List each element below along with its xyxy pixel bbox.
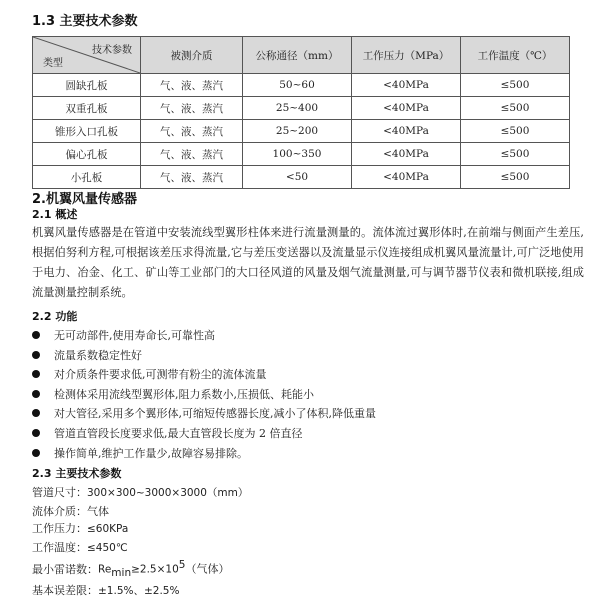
param-error: 基本误差限：±1.5%、±2.5%	[32, 584, 180, 598]
bullet-icon	[32, 351, 40, 359]
corner-bottom-label: 类型	[43, 58, 63, 69]
table-cell: <40MPa	[352, 120, 461, 143]
table-row	[33, 74, 570, 97]
table-row	[33, 97, 570, 120]
section-title-1-3: 1.3 主要技术参数	[32, 14, 138, 29]
bullet-icon	[32, 331, 40, 339]
corner-top-label: 技术参数	[92, 45, 132, 56]
table-row	[33, 166, 570, 189]
table-header-cell: 工作温度（℃）	[461, 37, 570, 74]
bullet-icon	[32, 449, 40, 457]
param-reynolds: 最小雷诺数：$Re_{min}\ge 2.5\times 10^5$（气体）	[32, 559, 230, 579]
list-item: 对介质条件要求低,可测带有粉尘的流体流量	[32, 365, 376, 385]
table-cell: 气、液、蒸汽	[141, 97, 243, 120]
bullet-icon	[32, 390, 40, 398]
table-cell: 锥形入口孔板	[33, 120, 141, 143]
functions-list	[32, 326, 376, 463]
table-cell: 100~350	[243, 143, 352, 166]
table-cell: 50~60	[243, 74, 352, 97]
table-cell: 小孔板	[33, 166, 141, 189]
table-cell: <40MPa	[352, 97, 461, 120]
list-item: 流量系数稳定性好	[32, 346, 376, 366]
table-cell: 25~400	[243, 97, 352, 120]
table-cell: 气、液、蒸汽	[141, 120, 243, 143]
bullet-icon	[32, 429, 40, 437]
table-cell: <40MPa	[352, 166, 461, 189]
bullet-icon	[32, 370, 40, 378]
list-item: 检测体采用流线型翼形体,阻力系数小,压损低、耗能小	[32, 385, 376, 405]
table-cell: 气、液、蒸汽	[141, 166, 243, 189]
param-pressure: 工作压力：≤60KPa	[32, 522, 129, 535]
overview-title: 2.1 概述	[32, 208, 78, 221]
table-row	[33, 120, 570, 143]
list-item: 对大管径,采用多个翼形体,可缩短传感器长度,减小了体积,降低重量	[32, 404, 376, 424]
overview-paragraph: 机翼风量传感器是在管道中安装流线型翼形柱体来进行流量测量的。流体流过翼形体时,在前端与侧面产生差压,根据伯努利方程,可根据该差压求得流量,它与差压变送器以及流量显示仪连接组成机翼风量流量计,可广泛地使用于电力、冶金、化工、矿山等工业部门的大口径风道的风量及烟气流量测量,可与调节器节仪表和微机联接,组成流量测量控制系统。	[32, 226, 584, 299]
param-medium: 流体介质：气体	[32, 504, 109, 518]
list-item: 管道直管段长度要求低,最大直管段长度为 2 倍直径	[32, 424, 376, 444]
table-cell: ≤500	[461, 97, 570, 120]
list-item: 操作简单,维护工作量少,故障容易排除。	[32, 444, 376, 464]
table-corner-cell	[33, 37, 141, 74]
table-cell: <40MPa	[352, 74, 461, 97]
table-header-cell: 被测介质	[141, 37, 243, 74]
table-cell: 气、液、蒸汽	[141, 143, 243, 166]
table-header-cell: 公称通径（mm）	[243, 37, 352, 74]
table-cell: ≤500	[461, 143, 570, 166]
list-item: 无可动部件,使用寿命长,可靠性高	[32, 326, 376, 346]
table-cell: ≤500	[461, 74, 570, 97]
functions-title: 2.2 功能	[32, 310, 78, 323]
table-cell: <50	[243, 166, 352, 189]
params-title: 2.3 主要技术参数	[32, 467, 122, 480]
table-cell: 气、液、蒸汽	[141, 74, 243, 97]
table-cell: ≤500	[461, 120, 570, 143]
table-header-row	[33, 37, 570, 74]
table-row	[33, 143, 570, 166]
table-header-cell: 工作压力（MPa）	[352, 37, 461, 74]
spec-table	[32, 36, 570, 189]
params-list	[32, 484, 248, 601]
param-temperature: 工作温度：≤450℃	[32, 540, 128, 554]
table-cell: 偏心孔板	[33, 143, 141, 166]
table-cell: 圆缺孔板	[33, 74, 141, 97]
param-pipe-size: 管道尺寸：300×300~3000×3000（mm）	[32, 486, 249, 499]
table-cell: ≤500	[461, 166, 570, 189]
table-cell: 双重孔板	[33, 97, 141, 120]
bullet-icon	[32, 409, 40, 417]
table-cell: 25~200	[243, 120, 352, 143]
section-title-2: 2.机翼风量传感器	[32, 192, 137, 207]
table-cell: <40MPa	[352, 143, 461, 166]
